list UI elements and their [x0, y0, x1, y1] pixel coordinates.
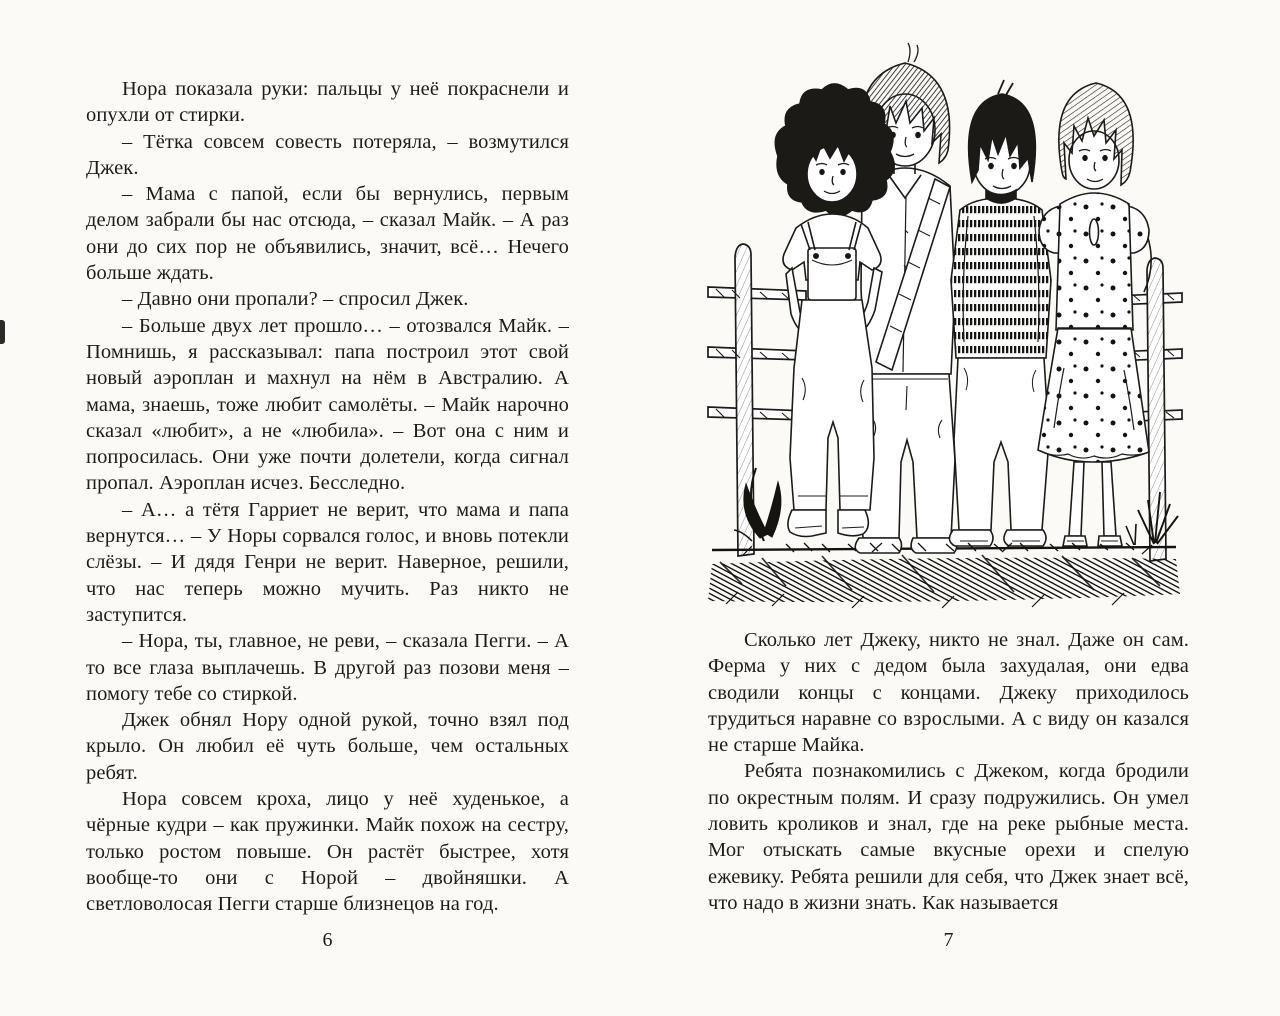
paragraph: – А… а тётя Гарриет не верит, что мама и папа вернутся… – У Норы сорвался голос, и вновь потекли слёзы. – И дядя Генри не верит. Наверное, решили, что нас теперь можно мучить. Раз никто не заступится.: [86, 498, 569, 626]
page-number-right: 7: [943, 929, 954, 951]
right-page-text: [708, 627, 1189, 916]
paragraph: – Нора, ты, главное, не реви, – сказала Пегги. – А то все глаза выплачешь. В другой раз позови меня – помогу тебе со стиркой.: [86, 630, 569, 705]
scan-artifact: [0, 320, 5, 344]
figure-mike: [949, 80, 1051, 546]
paragraph: Нора совсем кроха, лицо у неё худенькое, а чёрные кудри – как пружинки. Майк похож на сестру, только ростом повыше. Он растёт быстрее, хотя вообще-то они с Норой – двойняшки. А светловолосая Пегги старше близнецов на год.: [86, 788, 569, 916]
paragraph: Джек обнял Нору одной рукой, точно взял под крыло. Он любил её чуть больше, чем остальных ребят.: [86, 709, 569, 784]
left-page-text: [86, 76, 569, 918]
paragraph: – Мама с папой, если бы вернулись, первым делом забрали бы нас отсюда, – сказал Майк. – А раз они до сих пор не объявились, значит, всё… Нечего больше ждать.: [86, 183, 569, 285]
paragraph: – Тётка совсем совесть потеряла, – возмутился Джек.: [86, 130, 569, 179]
paragraph: – Больше двух лет прошло… – отозвался Майк. – Помнишь, я рассказывал: папа построил этот свой новый аэроплан и махнул на нём в Австралию. А мама, знаешь, тоже любит самолёты. – Майк нарочно сказал «любит», а не «любила». – Вот она с ним и попросилась. Они уже почти долетели, когда сигнал пропал. Аэроплан исчез. Бесследно.: [86, 314, 569, 495]
page-number-left: 6: [322, 929, 333, 951]
figure-peggy: [1038, 83, 1151, 546]
paragraph: Ребята познакомились с Джеком, когда бродили по окрестным полям. И сразу подружились. Он умел ловить кроликов и знал, где на реке рыбные места. Мог отыскать самые вкусные орехи и спелую ежевику. Ребята решили для себя, что Джек знает всё, что надо в жизни знать. Как называется: [708, 760, 1189, 914]
paragraph: Нора показала руки: пальцы у неё покраснели и опухли от стирки.: [86, 78, 569, 127]
paragraph: Сколько лет Джеку, никто не знал. Даже он сам. Ферма у них с дедом была захудалая, они едва сводили концы с концами. Джеку приходилось трудиться наравне со взрослыми. А с виду он казался не старше Майка.: [708, 629, 1189, 757]
paragraph: – Давно они пропали? – спросил Джек.: [122, 288, 469, 311]
illustration-children-at-fence: [702, 38, 1188, 616]
